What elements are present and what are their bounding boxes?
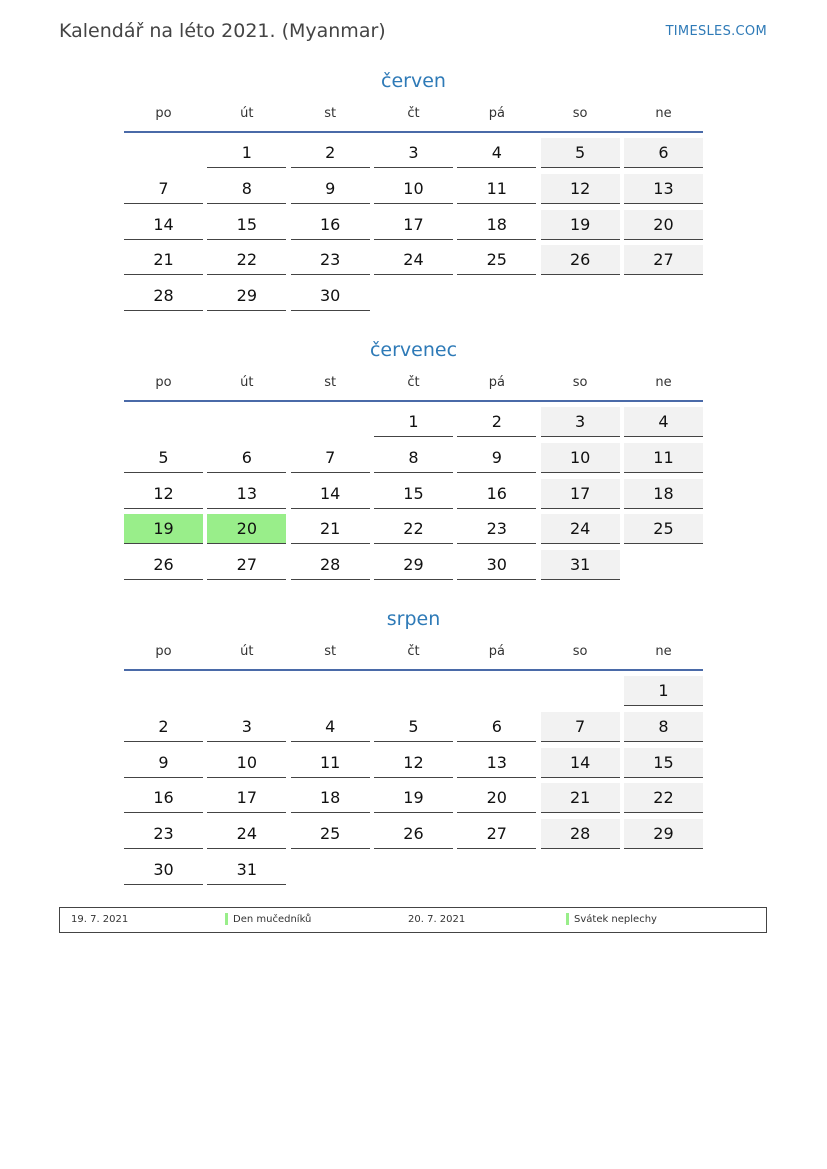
day-cell: 3	[207, 712, 286, 742]
month-august	[124, 606, 703, 891]
day-cell: 9	[457, 443, 536, 473]
day-cell: 22	[374, 514, 453, 544]
header-divider	[124, 131, 703, 133]
day-grid	[124, 676, 703, 891]
day-cell: 10	[541, 443, 620, 473]
day-cell: 14	[124, 210, 203, 240]
day-cell: 5	[124, 443, 203, 473]
day-cell: 12	[374, 748, 453, 778]
day-cell: 23	[291, 245, 370, 275]
day-cell: 18	[624, 479, 703, 509]
empty-cell	[291, 676, 370, 706]
holiday-marker	[566, 913, 569, 925]
day-cell: 11	[624, 443, 703, 473]
day-cell: 20	[624, 210, 703, 240]
weekday-label: út	[240, 375, 254, 390]
legend-holiday-name: Svátek neplechy	[574, 914, 657, 925]
weekday-label: čt	[407, 106, 420, 121]
day-cell: 21	[291, 514, 370, 544]
weekday-label: ne	[655, 644, 672, 659]
empty-cell	[457, 676, 536, 706]
day-cell: 1	[207, 138, 286, 168]
weekday-label: st	[324, 644, 337, 659]
weekday-label: po	[155, 375, 172, 390]
legend-holiday-name: Den mučedníků	[233, 914, 312, 925]
month-july	[124, 337, 703, 586]
weekday-label: st	[324, 375, 337, 390]
day-cell: 16	[457, 479, 536, 509]
day-cell: 4	[291, 712, 370, 742]
weekday-label: pá	[488, 644, 505, 659]
header-divider	[124, 400, 703, 402]
day-cell: 17	[374, 210, 453, 240]
day-cell: 2	[124, 712, 203, 742]
day-cell: 15	[374, 479, 453, 509]
day-cell: 17	[207, 783, 286, 813]
day-cell: 26	[124, 550, 203, 580]
day-cell: 24	[207, 819, 286, 849]
month-title: srpen	[386, 608, 441, 630]
empty-cell	[124, 407, 203, 437]
day-cell: 16	[291, 210, 370, 240]
weekday-label: út	[240, 644, 254, 659]
holiday-legend	[59, 907, 767, 933]
day-cell: 1	[374, 407, 453, 437]
day-cell: 7	[541, 712, 620, 742]
legend-date: 19. 7. 2021	[71, 914, 129, 925]
day-cell: 5	[374, 712, 453, 742]
day-cell: 25	[457, 245, 536, 275]
day-cell: 30	[457, 550, 536, 580]
day-cell: 9	[291, 174, 370, 204]
day-cell: 11	[457, 174, 536, 204]
day-cell: 3	[541, 407, 620, 437]
day-cell: 26	[374, 819, 453, 849]
day-cell: 7	[124, 174, 203, 204]
day-cell: 22	[207, 245, 286, 275]
month-title: červenec	[369, 339, 458, 361]
weekday-label: pá	[488, 375, 505, 390]
empty-cell	[374, 676, 453, 706]
day-cell: 15	[624, 748, 703, 778]
day-cell: 14	[291, 479, 370, 509]
day-cell: 24	[374, 245, 453, 275]
day-cell: 23	[124, 819, 203, 849]
weekday-label: čt	[407, 375, 420, 390]
day-cell: 30	[291, 281, 370, 311]
day-cell: 27	[457, 819, 536, 849]
empty-cell	[124, 138, 203, 168]
day-cell: 13	[457, 748, 536, 778]
day-cell: 3	[374, 138, 453, 168]
empty-cell	[207, 407, 286, 437]
day-cell: 10	[207, 748, 286, 778]
weekday-label: ne	[655, 106, 672, 121]
weekday-label: út	[240, 106, 254, 121]
day-cell: 15	[207, 210, 286, 240]
day-cell: 21	[124, 245, 203, 275]
day-cell: 17	[541, 479, 620, 509]
day-cell: 31	[541, 550, 620, 580]
day-cell: 12	[541, 174, 620, 204]
month-title: červen	[381, 70, 446, 92]
day-cell: 9	[124, 748, 203, 778]
weekday-header	[124, 103, 703, 125]
day-cell: 27	[207, 550, 286, 580]
day-cell: 25	[624, 514, 703, 544]
weekday-label: pá	[488, 106, 505, 121]
day-cell: 6	[457, 712, 536, 742]
day-cell: 1	[624, 676, 703, 706]
weekday-label: po	[155, 106, 172, 121]
weekday-label: ne	[655, 375, 672, 390]
day-cell: 7	[291, 443, 370, 473]
empty-cell	[291, 407, 370, 437]
day-cell: 28	[291, 550, 370, 580]
day-cell: 2	[457, 407, 536, 437]
day-cell: 28	[541, 819, 620, 849]
weekday-header	[124, 641, 703, 663]
day-cell: 21	[541, 783, 620, 813]
day-grid	[124, 138, 703, 317]
day-cell: 20	[457, 783, 536, 813]
day-cell: 19	[374, 783, 453, 813]
day-cell: 27	[624, 245, 703, 275]
day-cell: 22	[624, 783, 703, 813]
holiday-day-cell: 19	[124, 514, 203, 544]
month-june	[124, 68, 703, 317]
day-cell: 26	[541, 245, 620, 275]
day-cell: 6	[624, 138, 703, 168]
holiday-marker	[225, 913, 228, 925]
day-cell: 24	[541, 514, 620, 544]
day-cell: 23	[457, 514, 536, 544]
day-cell: 8	[624, 712, 703, 742]
weekday-label: po	[155, 644, 172, 659]
empty-cell	[124, 676, 203, 706]
day-cell: 12	[124, 479, 203, 509]
day-cell: 4	[457, 138, 536, 168]
page-title: Kalendář na léto 2021. (Myanmar)	[59, 20, 386, 42]
holiday-day-cell: 20	[207, 514, 286, 544]
header-divider	[124, 669, 703, 671]
weekday-label: so	[572, 644, 588, 659]
day-grid	[124, 407, 703, 586]
day-cell: 13	[207, 479, 286, 509]
day-cell: 19	[541, 210, 620, 240]
legend-date: 20. 7. 2021	[408, 914, 466, 925]
weekday-header	[124, 372, 703, 394]
day-cell: 18	[291, 783, 370, 813]
day-cell: 29	[207, 281, 286, 311]
day-cell: 8	[207, 174, 286, 204]
day-cell: 10	[374, 174, 453, 204]
day-cell: 2	[291, 138, 370, 168]
day-cell: 13	[624, 174, 703, 204]
day-cell: 16	[124, 783, 203, 813]
weekday-label: st	[324, 106, 337, 121]
day-cell: 14	[541, 748, 620, 778]
day-cell: 30	[124, 855, 203, 885]
weekday-label: čt	[407, 644, 420, 659]
day-cell: 8	[374, 443, 453, 473]
brand-link[interactable]: TIMESLES.COM	[665, 24, 767, 39]
weekday-label: so	[572, 375, 588, 390]
day-cell: 29	[624, 819, 703, 849]
empty-cell	[541, 676, 620, 706]
weekday-label: so	[572, 106, 588, 121]
day-cell: 31	[207, 855, 286, 885]
day-cell: 6	[207, 443, 286, 473]
empty-cell	[207, 676, 286, 706]
day-cell: 25	[291, 819, 370, 849]
day-cell: 18	[457, 210, 536, 240]
day-cell: 29	[374, 550, 453, 580]
day-cell: 11	[291, 748, 370, 778]
day-cell: 5	[541, 138, 620, 168]
day-cell: 4	[624, 407, 703, 437]
day-cell: 28	[124, 281, 203, 311]
